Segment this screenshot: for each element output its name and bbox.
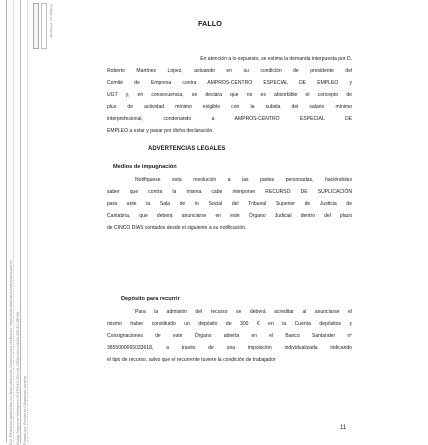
margin-csv-text: Código Seguro de Verificación: E04799400-MI:s+bL-OEAa-sVno-vA2dS-ZIf9-8i0i-i8PX6L (16, 311, 20, 445)
fallo-line: EMPLEO a estar y pasar por dicha declaración. (107, 128, 214, 134)
signature-stamp (33, 3, 39, 49)
fallo-line: Roberto Martínez López, actuando en su condición de presidente del (107, 68, 352, 74)
deposito-heading: Depósito para recurrir (121, 296, 180, 302)
deposito-line: 3855000065033618, a través de una imposición individualizada indicando (107, 345, 352, 351)
deposito-line: Consignaciones de este Órgano abierta en el Banco Santander nº (107, 333, 352, 339)
signature-stamp-frame (41, 3, 47, 49)
medios-line: saber que contra la misma cabe interponer RECURSO DE SUPLICACIÓN (107, 189, 352, 195)
medios-line: Cantabria, que deberá anunciarse en este Órgano Judicial dentro del plazo (107, 213, 352, 219)
medios-heading: Medios de impugnación (113, 164, 177, 170)
deposito-line: el tipo de recurso, salvo que el recurrente tuviere la condición de trabajador (107, 357, 276, 363)
deposito-line: Para la admisión del recurso se deberá acreditar al anunciarse el (135, 309, 352, 315)
fallo-line: interprofesional, condenando a AMPROS-CENTRO ESPECIAL DE (107, 116, 352, 122)
verification-margin (0, 0, 30, 443)
medios-line: Notifíquese esta resolución a las partes personadas, haciéndoles (135, 177, 352, 183)
signature-stamp-label: Firmado por: Presidente (49, 4, 53, 39)
medios-line: para ante la Sala de lo Social del Tribunal Superior de Justicia de (107, 201, 352, 207)
deposito-line: mismo haber constituido un depósito de 300 € en la Cuenta depósitos y (107, 321, 352, 327)
advertencias-heading: ADVERTENCIAS LEGALES (148, 146, 226, 152)
fallo-line: En atención a lo expuesto, se estima la demanda interpuesta por D. (200, 56, 352, 62)
fallo-heading: FALLO (198, 19, 222, 28)
fallo-line: plus de actividad mínimo exigible con la subida del salario mínimo (107, 104, 352, 110)
medios-line: de CINCO DÍAS contados desde el siguiente a su notificación. (107, 225, 247, 231)
margin-verification-text: Doc. Electrónico garantizado con firma electrónica. Dirección para verificación: https://sede.administraciondejusticia.gob.es (9, 260, 13, 445)
margin-rule (6, 0, 7, 443)
fallo-line: UGT y, en consecuencia, se declara que no es absorbible el concepto de (107, 92, 352, 98)
margin-signature-text: Firmado por: Presidente / Magistrado ponente (23, 375, 27, 445)
fallo-line: Comité de Empresa contra AMPROS-CENTRO ESPECIAL DE EMPLEO y (107, 80, 352, 86)
page-number: 11 (340, 425, 347, 431)
